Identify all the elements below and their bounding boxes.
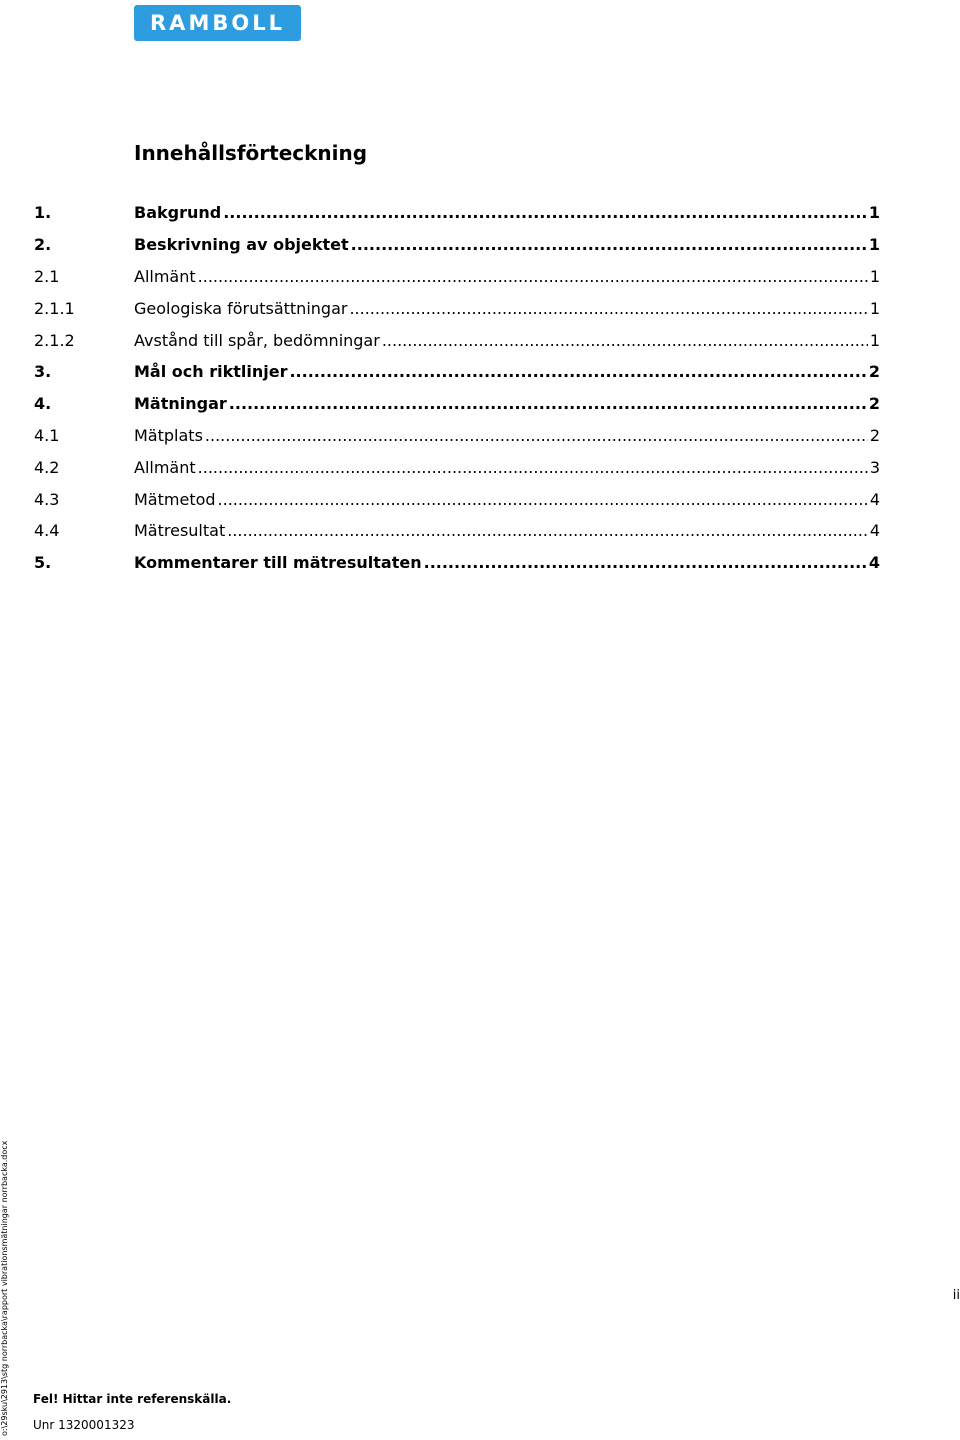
- toc-entry-title[interactable]: Mätmetod: [134, 489, 216, 509]
- toc-entry-number: 2.1: [34, 266, 60, 286]
- toc-entry-title[interactable]: Kommentarer till mätresultaten: [134, 553, 422, 573]
- toc-entry-title[interactable]: Bakgrund: [134, 203, 222, 223]
- toc-entry-number: 4.4: [34, 521, 60, 541]
- table-of-contents: [34, 197, 880, 579]
- toc-entry[interactable]: [34, 547, 880, 579]
- toc-entry[interactable]: [34, 451, 880, 483]
- toc-entry-page: 1: [868, 235, 880, 255]
- toc-entry-number: 4.3: [34, 489, 60, 509]
- toc-dot-leader: [349, 299, 867, 318]
- toc-entry-body: [134, 521, 880, 540]
- toc-dot-leader: [289, 362, 866, 381]
- toc-entry-body: [134, 203, 880, 222]
- toc-entry[interactable]: [34, 483, 880, 515]
- toc-entry[interactable]: [34, 324, 880, 356]
- toc-dot-leader: [382, 331, 868, 350]
- toc-dot-leader: [198, 458, 868, 477]
- toc-entry-page: 2: [868, 394, 880, 414]
- toc-entry-title[interactable]: Avstånd till spår, bedömningar: [134, 330, 380, 350]
- toc-entry-page: 4: [869, 521, 880, 541]
- file-path: o:\29sku\2913\stg norrbacka\rapport vibrationsmätningar norrbacka.docx: [0, 1140, 9, 1436]
- toc-entry-body: [134, 426, 880, 445]
- toc-entry-number: 5.: [34, 553, 52, 573]
- toc-dot-leader: [351, 235, 867, 254]
- toc-dot-leader: [198, 267, 868, 286]
- toc-entry-page: 4: [869, 489, 880, 509]
- toc-entry-body: [134, 553, 880, 572]
- toc-entry-title[interactable]: Mål och riktlinjer: [134, 362, 288, 382]
- toc-dot-leader: [223, 203, 867, 222]
- toc-entry-page: 2: [869, 425, 880, 445]
- toc-entry-page: 1: [868, 203, 880, 223]
- toc-entry[interactable]: [34, 292, 880, 324]
- page-title: Innehållsförteckning: [134, 141, 368, 165]
- toc-entry-number: 4.1: [34, 425, 60, 445]
- toc-entry-body: [134, 299, 880, 318]
- toc-entry-number: 2.1.1: [34, 298, 75, 318]
- toc-entry-number: 4.: [34, 394, 52, 414]
- toc-entry-page: 3: [869, 457, 880, 477]
- toc-entry-number: 4.2: [34, 457, 60, 477]
- toc-entry-page: 1: [869, 330, 880, 350]
- toc-dot-leader: [205, 426, 868, 445]
- toc-entry[interactable]: [34, 356, 880, 388]
- toc-entry-title[interactable]: Allmänt: [134, 457, 196, 477]
- toc-entry-body: [134, 490, 880, 509]
- footer-reference-error: Fel! Hittar inte referenskälla.: [33, 1392, 232, 1406]
- toc-entry-body: [134, 331, 880, 350]
- toc-entry[interactable]: [34, 420, 880, 452]
- toc-entry-body: [134, 362, 880, 381]
- toc-entry-title[interactable]: Geologiska förutsättningar: [134, 298, 348, 318]
- toc-entry-body: [134, 458, 880, 477]
- toc-dot-leader: [424, 553, 867, 572]
- logo-text: RAMBOLL: [150, 10, 285, 35]
- toc-entry-title[interactable]: Allmänt: [134, 266, 196, 286]
- toc-entry-body: [134, 267, 880, 286]
- footer-unr: Unr 1320001323: [33, 1418, 135, 1432]
- toc-entry-title[interactable]: Mätningar: [134, 394, 227, 414]
- page-number: ii: [952, 1288, 960, 1303]
- toc-entry-number: 3.: [34, 362, 52, 382]
- toc-entry[interactable]: [34, 229, 880, 261]
- toc-entry-title[interactable]: Mätresultat: [134, 521, 226, 541]
- toc-entry[interactable]: [34, 197, 880, 229]
- toc-entry-title[interactable]: Mätplats: [134, 425, 203, 445]
- toc-entry-number: 1.: [34, 203, 52, 223]
- toc-dot-leader: [229, 394, 867, 413]
- toc-dot-leader: [218, 490, 868, 509]
- toc-entry-number: 2.1.2: [34, 330, 75, 350]
- toc-entry-number: 2.: [34, 235, 52, 255]
- toc-entry-page: 2: [868, 362, 880, 382]
- toc-entry-body: [134, 394, 880, 413]
- ramboll-logo: [134, 5, 301, 41]
- toc-entry-body: [134, 235, 880, 254]
- toc-entry-page: 4: [868, 553, 880, 573]
- toc-entry-page: 1: [869, 298, 880, 318]
- toc-entry-title[interactable]: Beskrivning av objektet: [134, 235, 349, 255]
- toc-entry[interactable]: [34, 261, 880, 293]
- toc-entry[interactable]: [34, 388, 880, 420]
- toc-entry-page: 1: [869, 266, 880, 286]
- toc-dot-leader: [227, 521, 868, 540]
- toc-entry[interactable]: [34, 515, 880, 547]
